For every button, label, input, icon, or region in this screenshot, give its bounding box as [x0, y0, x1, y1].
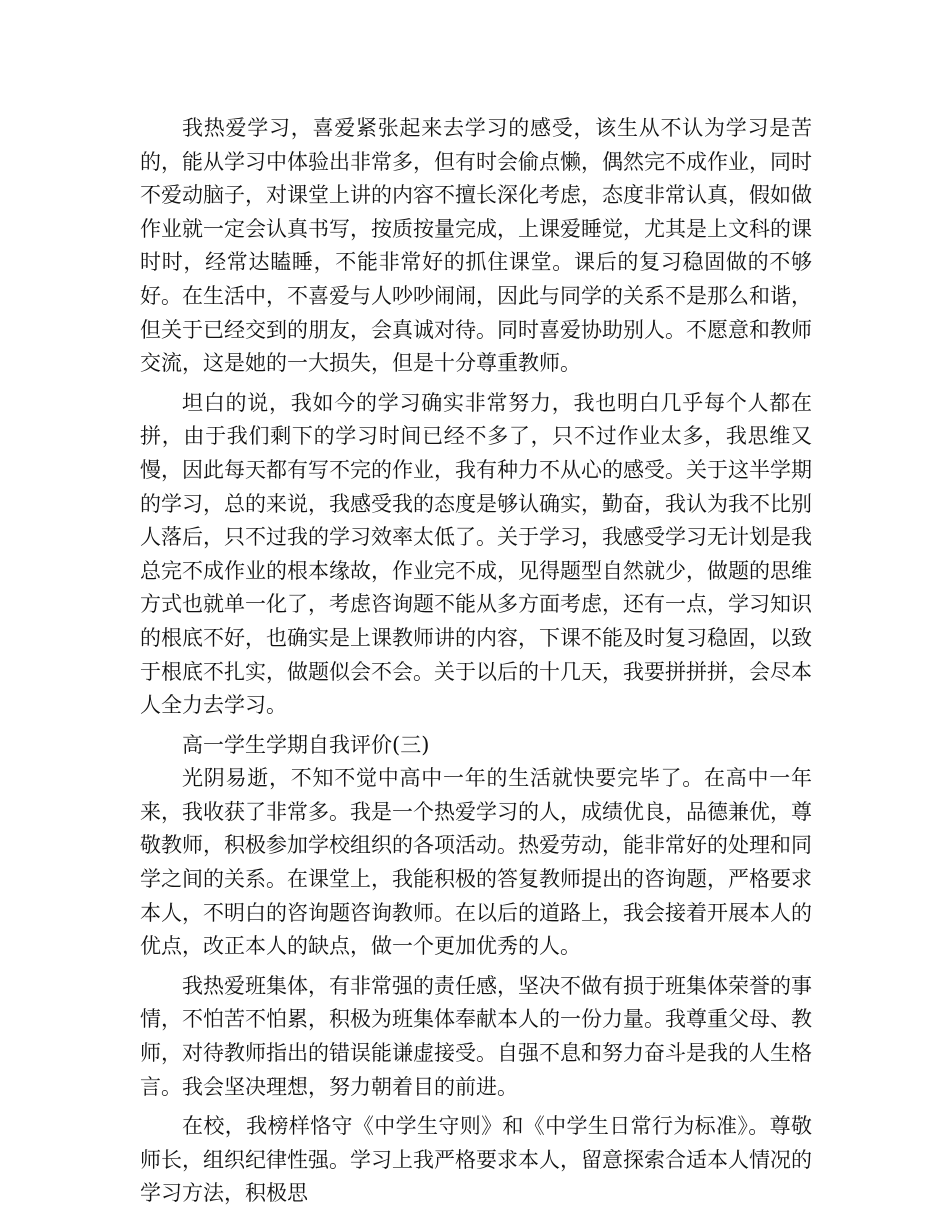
paragraph-year-summary: 光阴易逝，不知不觉中高中一年的生活就快要完毕了。在高中一年来，我收获了非常多。我是一个热爱学习的人，成绩优良，品德兼优，尊敬教师，积极参加学校组织的各项活动。热爱劳动，能非常好的处理和同学之间的关系。在课堂上，我能积极的答复教师提出的咨询题，严格要求本人，不明白的咨询题咨询教师。在以后的道路上，我会接着开展本人的优点，改正本人的缺点，做一个更加优秀的人。: [140, 766, 812, 959]
document-page: [140, 112, 812, 1211]
paragraph-school-conduct: 在校，我榜样恪守《中学生守则》和《中学生日常行为标准》。尊敬师长，组织纪律性强。学习上我严格要求本人，留意探索合适本人情况的学习方法，积极思: [140, 1114, 812, 1206]
paragraph-study-attitude: 我热爱学习，喜爱紧张起来去学习的感受，该生从不认为学习是苦的，能从学习中体验出非常多，但有时会偷点懒，偶然完不成作业，同时不爱动脑子，对课堂上讲的内容不擅长深化考虑，态度非常认真，假如做作业就一定会认真书写，按质按量完成，上课爱睡觉，尤其是上文科的课时时，经常达瞌睡，不能非常好的抓住课堂。课后的复习稳固做的不够好。在生活中，不喜爱与人吵吵闹闹，因此与同学的关系不是那么和谐，但关于已经交到的朋友，会真诚对待。同时喜爱协助别人。不愿意和教师交流，这是她的一大损失，但是十分尊重教师。: [140, 116, 812, 376]
paragraph-class-collective: 我热爱班集体，有非常强的责任感，坚决不做有损于班集体荣誉的事情，不怕苦不怕累，积极为班集体奉献本人的一份力量。我尊重父母、教师，对待教师指出的错误能谦虚接受。自强不息和努力奋斗是我的人生格言。我会坚决理想，努力朝着目的前进。: [140, 973, 812, 1099]
section-heading: 高一学生学期自我评价(三): [182, 732, 430, 757]
paragraph-study-effort: 坦白的说，我如今的学习确实非常努力，我也明白几乎每个人都在拼，由于我们剩下的学习时间已经不多了，只不过作业太多，我思维又慢，因此每天都有写不完的作业，我有种力不从心的感受。关于这半学期的学习，总的来说，我感受我的态度是够认确实，勤奋，我认为我不比别人落后，只不过我的学习效率太低了。关于学习，我感受学习无计划是我总完不成作业的根本缘故，作业完不成，见得题型自然就少，做题的思维方式也就单一化了，考虑咨询题不能从多方面考虑，还有一点，学习知识的根底不好，也确实是上课教师讲的内容，下课不能及时复习稳固，以致于根底不扎实，做题似会不会。关于以后的十几天，我要拼拼拼，会尽本人全力去学习。: [140, 390, 812, 718]
